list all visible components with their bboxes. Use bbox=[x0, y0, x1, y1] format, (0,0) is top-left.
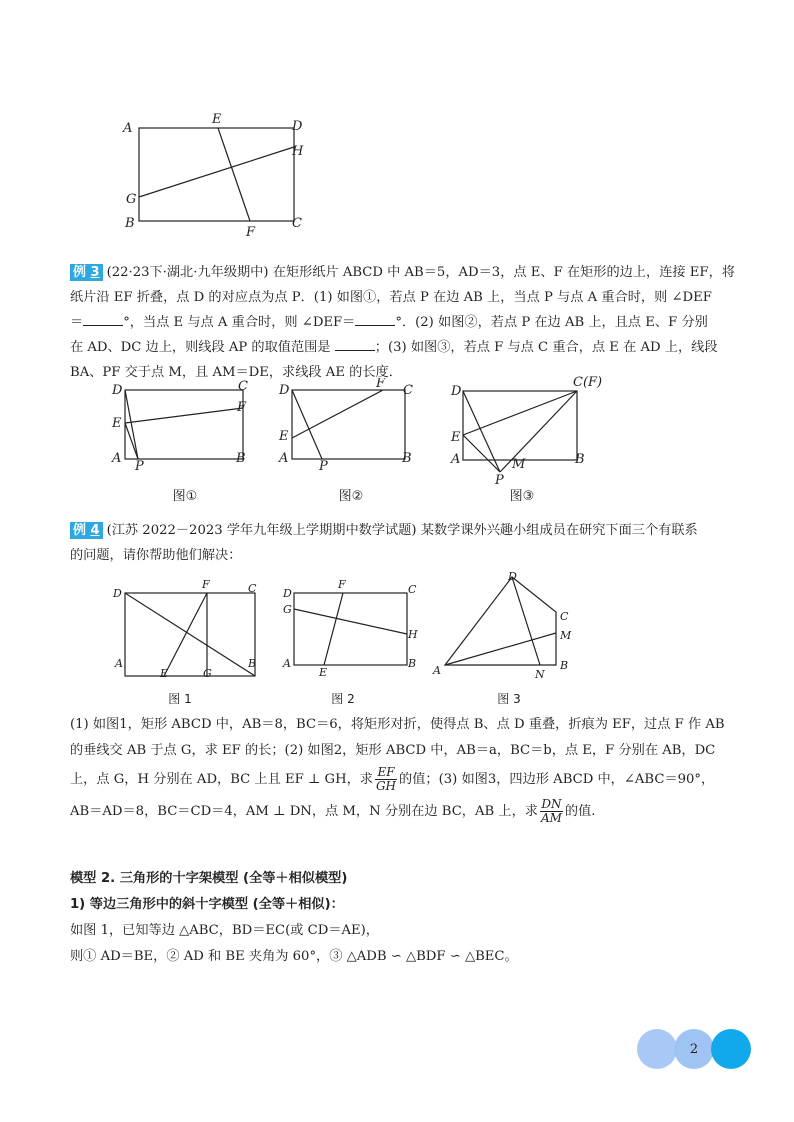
label-E: E bbox=[212, 112, 222, 127]
svg-text:A: A bbox=[115, 657, 123, 670]
svg-text:B: B bbox=[402, 451, 412, 466]
svg-text:A: A bbox=[451, 452, 461, 467]
svg-text:A: A bbox=[112, 451, 122, 466]
answer-blank-3[interactable] bbox=[335, 338, 375, 351]
page-decoration-circle-right bbox=[711, 1029, 751, 1069]
svg-text:P: P bbox=[135, 459, 144, 473]
example3-badge: 例 3 bbox=[70, 264, 103, 281]
fraction-dn-am: $\frac{DN}{AM}$ bbox=[540, 797, 562, 825]
ex4-figure-3 bbox=[430, 568, 580, 683]
svg-text:B: B bbox=[560, 659, 569, 672]
svg-text:E: E bbox=[112, 416, 122, 431]
fraction-ef-gh: $\frac{EF}{GH}$ bbox=[375, 765, 397, 793]
label-B: B bbox=[125, 216, 135, 231]
svg-text:F: F bbox=[237, 400, 247, 415]
svg-text:E: E bbox=[451, 430, 461, 445]
svg-text:P: P bbox=[319, 459, 328, 473]
svg-text:D: D bbox=[279, 383, 290, 398]
ex4-caption-2: 图 2 bbox=[331, 692, 355, 706]
label-F: F bbox=[246, 225, 256, 240]
label-G: G bbox=[126, 192, 137, 207]
example4-questions: (1) 如图1，矩形 ABCD 中，AB＝8，BC＝6，将矩形对折，使得点 B、点 D 重叠，折痕为 EF，过点 F 作 AB 的垂线交 AB 于点 G，求 EF 的长；(2) 如图2，矩形 ABCD 中，AB＝a，BC＝b，点 E，F 分别在 AB，DC 上，点 G，H 分别在 AD，BC 上且 EF ⊥ GH，求 $\frac{EF}{GH}$ 的值；(3) 如图3，四边形 ABCD 中，∠ABC＝90°， AB＝AD＝8，BC＝CD＝4，AM ⊥ DN，点 M，N 分别在边 BC，AB 上，求 $\frac{DN}{AM}$ 的值. bbox=[70, 712, 725, 828]
top-figure bbox=[120, 105, 320, 240]
answer-blank-2[interactable] bbox=[355, 313, 395, 326]
ex3-caption-2: 图② bbox=[338, 489, 364, 504]
example3-line2: 纸片沿 EF 折叠，点 D 的对应点为点 P．(1) 如图①，若点 P 在边 AB 上，当点 P 与点 A 重合时，则 ∠DEF bbox=[70, 290, 712, 305]
example4-text bbox=[70, 518, 698, 568]
model2-title: 模型 2. 三角形的十字架模型 (全等＋相似模型) bbox=[70, 871, 348, 886]
model2-line1: 如图 1，已知等边 △ABC，BD＝EC(或 CD＝AE)， bbox=[70, 923, 379, 938]
svg-text:M: M bbox=[512, 457, 526, 472]
svg-text:A: A bbox=[283, 657, 291, 670]
svg-text:F: F bbox=[376, 378, 386, 391]
svg-text:E: E bbox=[319, 666, 328, 679]
svg-text:P: P bbox=[495, 473, 504, 487]
page-decoration-circle-mid bbox=[674, 1029, 714, 1069]
svg-text:A: A bbox=[433, 664, 441, 677]
example3-text: 例 3 (22·23下·湖北·九年级期中) 在矩形纸片 ABCD 中 AB＝5，AD＝3，点 E、F 在矩形的边上，连接 EF，将 纸片沿 EF 折叠，点 D 的对应点为点 P．(1) 如图①，若点 P 在边 AB 上，当点 P 与点 A 重合时，则 ∠DEF ＝ °，当点 E 与点 A 重合时，则 ∠DEF＝ °．(2) 如图②，若点 P 在边 AB 上，且点 E、F 分别 在 AD、DC 边上，则线段 AP 的取值范围是 ；(3) 如图③，若点 F 与点 C 重合，点 E 在 AD 上，线段 BA、PF 交于点 M，且 AM＝DE，求线段 AE 的长度． bbox=[70, 260, 735, 385]
svg-text:M: M bbox=[560, 629, 572, 642]
label-A: A bbox=[123, 121, 133, 136]
ex3-caption-3: 图③ bbox=[509, 489, 535, 504]
example4-line2: 的问题，请你帮助他们解决： bbox=[70, 548, 242, 563]
svg-text:F: F bbox=[338, 578, 346, 591]
ex3-figure-2 bbox=[275, 378, 435, 473]
svg-text:E: E bbox=[160, 667, 169, 680]
svg-text:G: G bbox=[283, 603, 292, 616]
ex4-caption-1: 图 1 bbox=[168, 692, 192, 706]
svg-text:F: F bbox=[202, 578, 210, 591]
page-number: 2 bbox=[689, 1041, 699, 1057]
svg-text:A: A bbox=[279, 451, 289, 466]
example3-line5: BA、PF 交于点 M，且 AM＝DE，求线段 AE 的长度． bbox=[70, 365, 402, 380]
label-C: C bbox=[292, 216, 302, 231]
ex4-figure-1 bbox=[110, 575, 270, 680]
svg-text:E: E bbox=[279, 429, 289, 444]
svg-text:C: C bbox=[408, 583, 417, 596]
svg-text:D: D bbox=[508, 570, 517, 583]
page-decoration-circle-left bbox=[637, 1029, 677, 1069]
svg-text:B: B bbox=[575, 452, 585, 467]
svg-text:N: N bbox=[535, 668, 545, 681]
svg-text:D: D bbox=[283, 587, 292, 600]
svg-text:D: D bbox=[451, 384, 462, 399]
svg-text:D: D bbox=[113, 587, 122, 600]
example4-badge: 例 4 bbox=[70, 522, 103, 539]
ex4-figure-2 bbox=[280, 575, 430, 680]
svg-text:C: C bbox=[238, 379, 248, 394]
svg-text:C: C bbox=[403, 383, 413, 398]
ex3-caption-1: 图① bbox=[172, 489, 198, 504]
svg-text:B: B bbox=[408, 657, 417, 670]
model2-subtitle: 1) 等边三角形中的斜十字模型 (全等＋相似)： bbox=[70, 897, 344, 912]
model2-line2: 则① AD＝BE，② AD 和 BE 夹角为 60°，③ △ADB ∽ △BDF ∽ △BEC。 bbox=[70, 949, 518, 964]
answer-blank-1[interactable] bbox=[83, 313, 123, 326]
svg-text:G: G bbox=[203, 667, 212, 680]
svg-text:H: H bbox=[408, 628, 418, 641]
q-line1: (1) 如图1，矩形 ABCD 中，AB＝8，BC＝6，将矩形对折，使得点 B、点 D 重叠，折痕为 EF，过点 F 作 AB bbox=[70, 717, 725, 732]
svg-text:C: C bbox=[560, 610, 569, 623]
model2-section bbox=[70, 866, 518, 970]
ex3-figure-3 bbox=[445, 372, 615, 487]
label-D: D bbox=[292, 119, 303, 134]
svg-text:C(F): C(F) bbox=[573, 375, 603, 390]
ex4-caption-3: 图 3 bbox=[497, 692, 521, 706]
ex3-figure-1 bbox=[108, 378, 268, 473]
example4-line1: (江苏 2022－2023 学年九年级上学期期中数学试题) 某数学课外兴趣小组成员在研究下面三个有联系 bbox=[106, 523, 698, 538]
svg-text:C: C bbox=[248, 582, 257, 595]
svg-text:D: D bbox=[112, 383, 123, 398]
svg-text:B: B bbox=[248, 657, 257, 670]
svg-text:B: B bbox=[236, 451, 246, 466]
example3-line1: (22·23下·湖北·九年级期中) 在矩形纸片 ABCD 中 AB＝5，AD＝3，点 E、F 在矩形的边上，连接 EF，将 bbox=[106, 265, 735, 280]
q-line2: 的垂线交 AB 于点 G，求 EF 的长；(2) 如图2，矩形 ABCD 中，AB＝a，BC＝b，点 E，F 分别在 AB，DC bbox=[70, 743, 716, 758]
label-H: H bbox=[292, 144, 304, 159]
